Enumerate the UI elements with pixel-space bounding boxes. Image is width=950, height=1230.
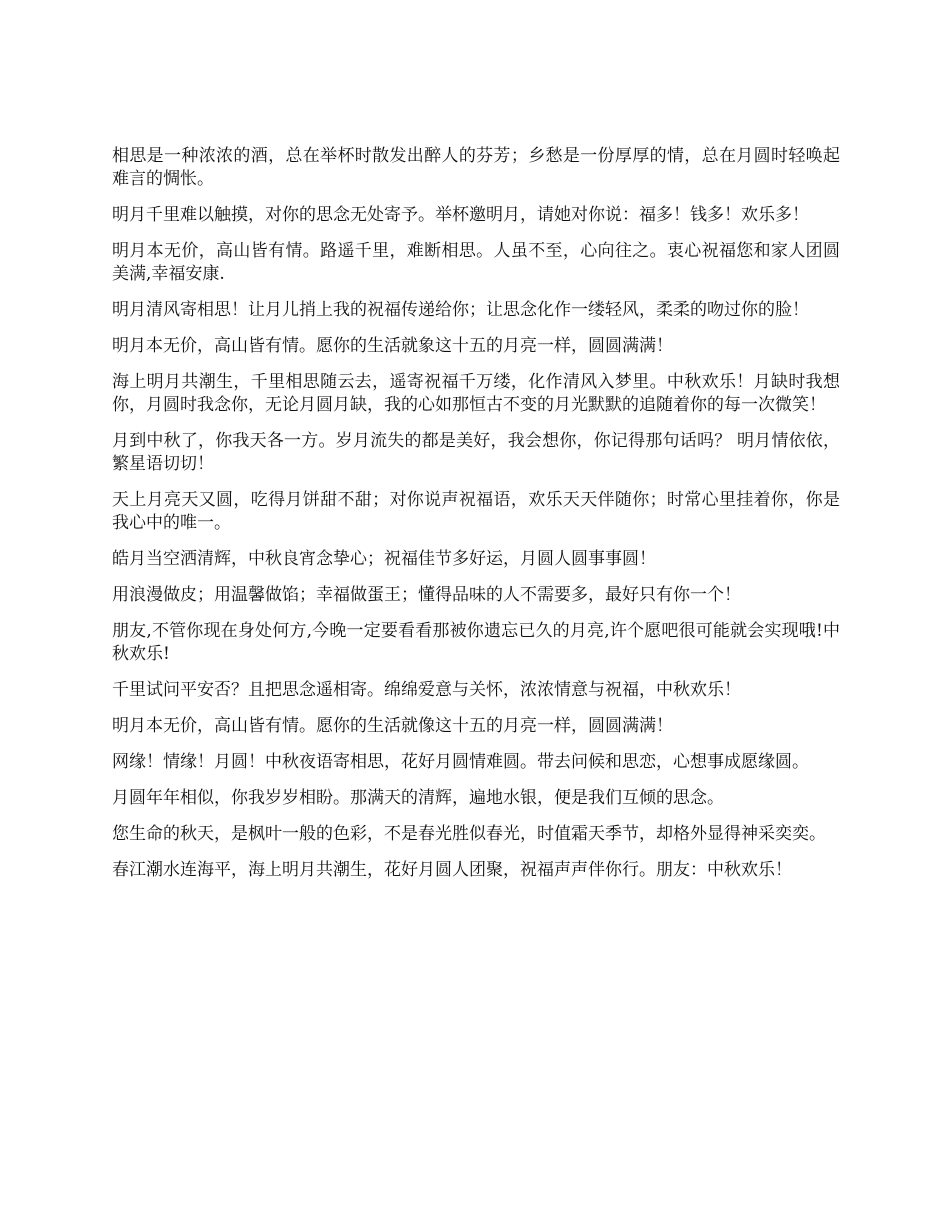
- paragraph-8: 天上月亮天又圆，吃得月饼甜不甜；对你说声祝福语，欢乐天天伴随你；时常心里挂着你，你是我心中的唯一。: [112, 490, 840, 533]
- paragraph-3: 明月本无价，高山皆有情。路遥千里，难断相思。人虽不至，心向往之。衷心祝福您和家人团圆美满,幸福安康.: [112, 241, 840, 284]
- paragraph-2: 明月千里难以触摸，对你的思念无处寄予。举杯邀明月，请她对你说：福多！钱多！欢乐多！: [112, 205, 809, 225]
- paragraph-13: 明月本无价，高山皆有情。愿你的生活就像这十五的月亮一样，圆圆满满！: [112, 716, 673, 736]
- paragraph-1: 相思是一种浓浓的酒，总在举杯时散发出醉人的芬芳；乡愁是一份厚厚的情，总在月圆时轻唤起难言的惆怅。: [112, 146, 840, 189]
- paragraph-17: 春江潮水连海平，海上明月共潮生，花好月圆人团聚，祝福声声伴你行。朋友：中秋欢乐！: [112, 860, 792, 880]
- paragraph-6: 海上明月共潮生，千里相思随云去，遥寄祝福千万缕，化作清风入梦里。中秋欢乐！月缺时我想你，月圆时我念你，无论月圆月缺，我的心如那恒古不变的月光默默的追随着你的每一次微笑！: [112, 372, 840, 415]
- paragraph-14: 网缘！情缘！月圆！中秋夜语寄相思，花好月圆情难圆。带去问候和思恋，心想事成愿缘圆。: [112, 752, 809, 772]
- paragraph-10: 用浪漫做皮；用温馨做馅；幸福做蛋王；懂得品味的人不需要多，最好只有你一个！: [112, 585, 741, 605]
- paragraph-4: 明月清风寄相思！让月儿捎上我的祝福传递给你；让思念化作一缕轻风，柔柔的吻过你的脸！: [112, 300, 809, 320]
- paragraph-9: 皓月当空洒清辉，中秋良宵念挚心；祝福佳节多好运，月圆人圆事事圆！: [112, 549, 656, 569]
- paragraph-16: 您生命的秋天，是枫叶一般的色彩，不是春光胜似春光，时值霜天季节，却格外显得神采奕奕。: [112, 824, 826, 844]
- paragraph-12: 千里试问平安否？且把思念遥相寄。绵绵爱意与关怀，浓浓情意与祝福，中秋欢乐！: [112, 680, 741, 700]
- document-body: [112, 145, 840, 895]
- paragraph-15: 月圆年年相似，你我岁岁相盼。那满天的清辉，遍地水银，便是我们互倾的思念。: [112, 788, 724, 808]
- paragraph-11: 朋友,不管你现在身处何方,今晚一定要看看那被你遗忘已久的月亮,许个愿吧很可能就会实现哦!中秋欢乐!: [112, 621, 840, 664]
- paragraph-7: 月到中秋了，你我天各一方。岁月流失的都是美好，我会想你，你记得那句话吗？ 明月情依依，繁星语切切！: [112, 431, 840, 474]
- paragraph-5: 明月本无价，高山皆有情。愿你的生活就象这十五的月亮一样，圆圆满满！: [112, 336, 673, 356]
